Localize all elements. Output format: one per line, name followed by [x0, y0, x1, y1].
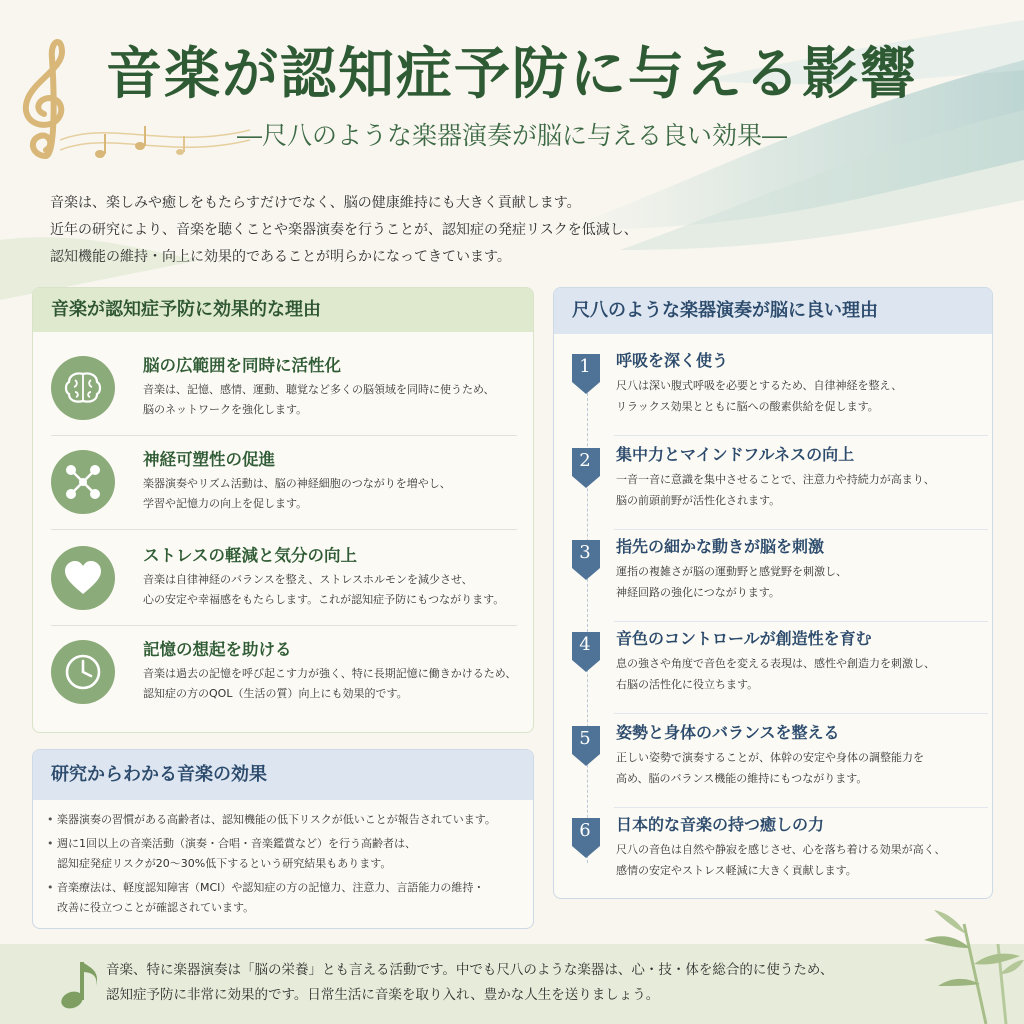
numbered-item — [570, 716, 982, 808]
brain-icon — [51, 356, 115, 420]
panel-heading: 音楽が認知症予防に効果的な理由 — [33, 288, 533, 332]
item-line: リラックス効果とともに脳への酸素供給を促します。 — [616, 400, 879, 413]
intro-line: 近年の研究により、音楽を聴くことや楽器演奏を行うことが、認知症の発症リスクを低減し、 — [50, 222, 638, 238]
item-title: 音色のコントロールが創造性を育む — [616, 629, 872, 648]
divider — [51, 625, 517, 626]
footer-banner — [0, 944, 1024, 1024]
numbered-item — [570, 808, 982, 900]
reason-item — [51, 438, 517, 530]
research-panel — [32, 749, 534, 929]
divider — [51, 435, 517, 436]
item-title: 姿勢と身体のバランスを整える — [616, 723, 840, 742]
item-title: 指先の細かな動きが脳を刺激 — [616, 537, 825, 556]
reason-item — [51, 534, 517, 626]
item-text — [616, 839, 986, 881]
numbered-item — [570, 438, 982, 530]
intro-text — [50, 190, 770, 271]
bamboo-leaves-icon — [894, 904, 1024, 1024]
research-list — [33, 800, 533, 932]
item-number: 6 — [579, 820, 591, 841]
divider — [614, 435, 988, 436]
page-title: 音楽が認知症予防に与える影響 — [106, 41, 918, 107]
numbered-item — [570, 622, 982, 714]
footer-line: 音楽、特に楽器演奏は「脳の栄養」とも言える活動です。中でも尺八のような楽器は、心・技・体を総合的に使うため、 — [106, 962, 834, 978]
heart-icon — [51, 546, 115, 610]
list-line: • 週に1回以上の音楽活動（演奏・合唱・音楽鑑賞など）を行う高齢者は、 — [57, 837, 416, 850]
reason-line: 学習や記憶力の向上を促します。 — [143, 497, 308, 510]
list-item — [47, 834, 519, 874]
reason-line: 音楽は自律神経のバランスを整え、ストレスホルモンを減少させ、 — [143, 573, 473, 586]
reason-item — [51, 628, 517, 720]
reason-text — [143, 570, 523, 610]
item-number: 4 — [579, 634, 591, 655]
divider — [51, 529, 517, 530]
footer-text — [106, 958, 906, 1008]
list-line: • 音楽療法は、軽度認知障害（MCI）や認知症の方の記憶力、注意力、言語能力の維持・ — [57, 881, 485, 894]
item-line: 高め、脳のバランス機能の維持にもつながります。 — [616, 772, 868, 785]
item-line: 正しい姿勢で演奏することが、体幹の安定や身体の調整能力を — [616, 751, 924, 764]
item-title: 日本的な音楽の持つ癒しの力 — [616, 815, 825, 834]
item-title: 呼吸を深く使う — [616, 351, 729, 370]
numbered-item — [570, 344, 982, 436]
item-line: 感情の安定やストレス軽減に大きく貢献します。 — [616, 864, 857, 877]
item-text — [616, 469, 986, 511]
reason-text — [143, 474, 523, 514]
item-number: 3 — [579, 542, 591, 563]
reason-line: 音楽は過去の記憶を呼び起こす力が強く、特に長期記憶に働きかけるため、 — [143, 667, 517, 680]
reason-title: ストレスの軽減と気分の向上 — [143, 546, 358, 565]
item-line: 運指の複雑さが脳の運動野と感覚野を刺激し、 — [616, 565, 847, 578]
reason-text — [143, 380, 523, 420]
reason-text — [143, 664, 523, 704]
footer-line: 認知症予防に非常に効果的です。日常生活に音楽を取り入れ、豊かな人生を送りましょう。 — [106, 987, 660, 1003]
reason-item — [51, 344, 517, 436]
network-icon — [51, 450, 115, 514]
item-text — [616, 653, 986, 695]
item-title: 集中力とマインドフルネスの向上 — [616, 445, 855, 464]
item-line: 息の強さや角度で音色を変える表現は、感性や創造力を刺激し、 — [616, 657, 935, 670]
intro-line: 音楽は、楽しみや癒しをもたらすだけでなく、脳の健康維持にも大きく貢献します。 — [50, 195, 581, 211]
reason-line: 脳のネットワークを強化します。 — [143, 403, 308, 416]
reason-title: 神経可塑性の促進 — [143, 450, 275, 469]
panel-heading: 研究からわかる音楽の効果 — [33, 750, 533, 800]
intro-line: 認知機能の維持・向上に効果的であることが明らかになってきています。 — [50, 249, 511, 265]
page-subtitle: ―尺八のような楽器演奏が脳に与える良い効果― — [236, 121, 787, 150]
panel-heading: 尺八のような楽器演奏が脳に良い理由 — [554, 288, 992, 334]
item-text — [616, 375, 986, 417]
item-line: 一音一音に意識を集中させることで、注意力や持続力が高まり、 — [616, 473, 935, 486]
item-number: 1 — [579, 356, 591, 377]
item-line: 右脳の活性化に役立ちます。 — [616, 678, 759, 691]
shakuhachi-reasons-panel — [553, 287, 993, 899]
list-item — [47, 810, 519, 830]
reason-line: 心の安定や幸福感をもたらします。これが認知症予防にもつながります。 — [143, 593, 505, 606]
clock-icon — [51, 640, 115, 704]
item-number: 2 — [579, 450, 591, 471]
item-line: 尺八の音色は自然や静寂を感じさせ、心を落ち着ける効果が高く、 — [616, 843, 946, 856]
list-line: 認知症発症リスクが20〜30%低下するという研究結果もあります。 — [57, 857, 392, 870]
item-line: 神経回路の強化につながります。 — [616, 586, 780, 599]
dementia-reasons-panel — [32, 287, 534, 733]
list-line: • 楽器演奏の習慣がある高齢者は、認知機能の低下リスクが低いことが報告されています。 — [57, 813, 496, 826]
item-number: 5 — [579, 728, 591, 749]
reason-title: 記憶の想起を助ける — [143, 640, 292, 659]
reason-title: 脳の広範囲を同時に活性化 — [143, 356, 341, 375]
list-item — [47, 878, 519, 918]
numbered-item — [570, 530, 982, 622]
item-text — [616, 747, 986, 789]
item-line: 尺八は深い腹式呼吸を必要とするため、自律神経を整え、 — [616, 379, 903, 392]
reason-line: 認知症の方のQOL（生活の質）向上にも効果的です。 — [143, 687, 408, 700]
item-text — [616, 561, 986, 603]
reason-line: 音楽は、記憶、感情、運動、聴覚など多くの脳領域を同時に使うため、 — [143, 383, 495, 396]
list-line: 改善に役立つことが確認されています。 — [57, 901, 255, 914]
item-line: 脳の前頭前野が活性化されます。 — [616, 494, 781, 507]
reason-line: 楽器演奏やリズム活動は、脳の神経細胞のつながりを増やし、 — [143, 477, 451, 490]
divider — [614, 713, 988, 714]
